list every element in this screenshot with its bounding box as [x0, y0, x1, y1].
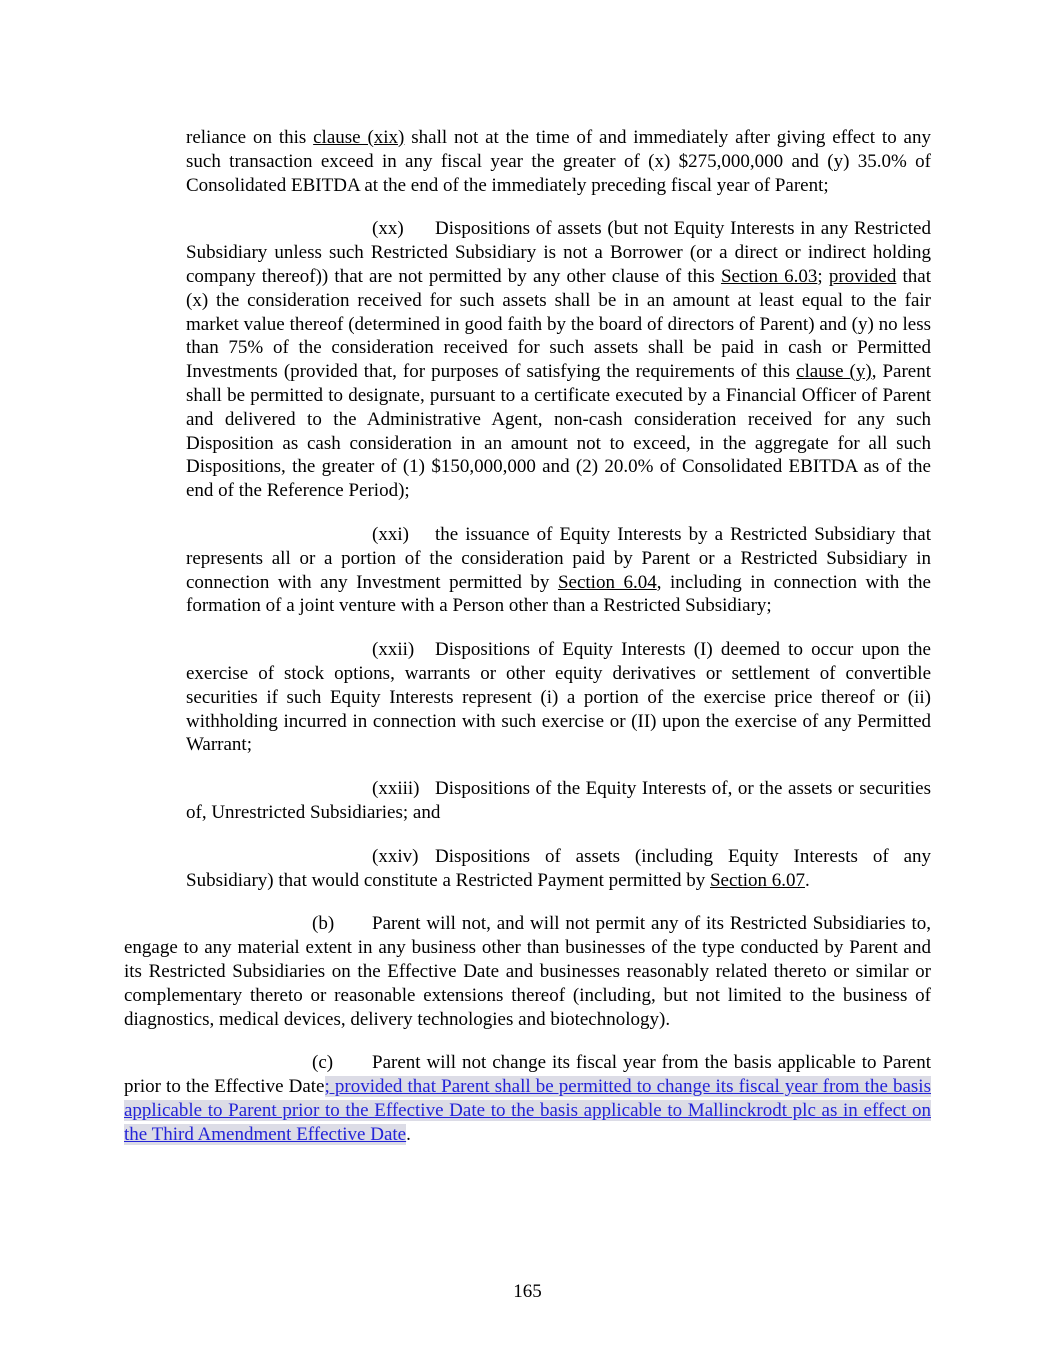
- clause-label: (b): [312, 913, 335, 935]
- cross-reference: clause (xix): [313, 127, 405, 148]
- paragraph: [124, 1051, 931, 1146]
- cross-reference: Section 6.07: [709, 869, 805, 891]
- page-number: 165: [513, 1281, 542, 1302]
- text-run: .: [804, 869, 810, 891]
- document-page: [124, 126, 931, 1166]
- paragraph: [186, 523, 931, 618]
- text-run: the issuance of Equity Interests by a Restricted Subsidiary that represents all or a portion of the consideration paid by Parent or a Restricted Subsidiary in connection with any Investment permitted by: [186, 523, 931, 593]
- paragraph: [124, 912, 931, 1031]
- clause-label: (xx): [372, 218, 404, 240]
- text-run: Dispositions of the Equity Interests of, or the assets or securities of, Unrestricted Subsidiaries; and: [186, 778, 931, 823]
- text-run: shall not at the time of and immediately after giving effect to any such transaction exceed in any fiscal year the greater of (x) $275,000,000 and (y) 35.0% of Consolidated EBITDA at the end of the immediately preceding fiscal year of Parent;: [186, 127, 931, 196]
- text-run: .: [406, 1123, 411, 1145]
- clause-label: (xxiv): [372, 845, 419, 867]
- text-run: , Parent shall be permitted to designate, pursuant to a certificate executed by a Financial Officer of Parent and delivered to the Administrative Agent, non-cash consideration received for any such Disposition as cash consideration in an amount not to exceed, in the aggregate for all such Dispositions, the greater of (1) $150,000,000 and (2) 20.0% of Consolidated EBITDA as of the end of the Reference Period);: [186, 361, 931, 502]
- inserted-amendment-text: ; provided that Parent shall be permitted to change its fiscal year from the basis applicable to Parent prior to the Effective Date to the basis applicable to Mallinckrodt plc as in effect on the Third Amendment Effective Date: [124, 1076, 931, 1145]
- paragraph: [186, 638, 931, 757]
- paragraph: [186, 845, 931, 893]
- text-run: Dispositions of Equity Interests (I) deemed to occur upon the exercise of stock options, warrants or other equity derivatives or settlement of convertible securities if such Equity Interests represent (i) a portion of the exercise price thereof or (ii) withholding incurred in connection with such exercise or (II) upon the exercise of any Permitted Warrant;: [186, 639, 931, 756]
- cross-reference: clause (y): [796, 361, 872, 383]
- paragraph: [186, 217, 931, 503]
- text-run: Dispositions of assets (including Equity Interests of any Subsidiary) that would constitute a Restricted Payment permitted by: [186, 845, 931, 891]
- cross-reference: Section 6.03: [720, 265, 818, 287]
- text-run: that (x) the consideration received for such assets shall be in an amount at least equal to the fair market value thereof (determined in good faith by the board of directors of Parent) and (y) no less than 75% of the consideration received for such assets shall be paid in cash or Permitted Investments (provided that, for purposes of satisfying the requirements of this: [186, 265, 932, 383]
- clause-label: (xxiii): [372, 778, 420, 800]
- clause-label: (xxi): [372, 523, 409, 545]
- text-run: reliance on this: [186, 127, 314, 148]
- text-run: ;: [817, 265, 829, 287]
- clause-label: (xxii): [372, 639, 415, 661]
- text-run: Dispositions of assets (but not Equity Interests in any Restricted Subsidiary unless such Restricted Subsidiary is not a Borrower (or a direct or indirect holding company thereof)) that are not permitted by any other clause of this: [186, 218, 931, 287]
- paragraph: [186, 777, 931, 825]
- text-run: Parent will not, and will not permit any of its Restricted Subsidiaries to, engage to any material extent in any business other than businesses of the type conducted by Parent and its Restricted Subsidiaries on the Effective Date and businesses reasonably related thereto or similar or complementary thereto or reasonable extensions thereof (including, but not limited to the business of diagnostics, medical devices, delivery technologies and biotechnology).: [124, 913, 931, 1030]
- text-run: , including in connection with the formation of a joint venture with a Person other than a Restricted Subsidiary;: [186, 571, 931, 617]
- clause-label: (c): [312, 1052, 334, 1074]
- cross-reference: provided: [828, 265, 897, 287]
- paragraph: [186, 126, 931, 197]
- cross-reference: Section 6.04: [557, 571, 657, 593]
- text-run: Parent will not change its fiscal year from the basis applicable to Parent prior to the Effective Date: [124, 1052, 931, 1098]
